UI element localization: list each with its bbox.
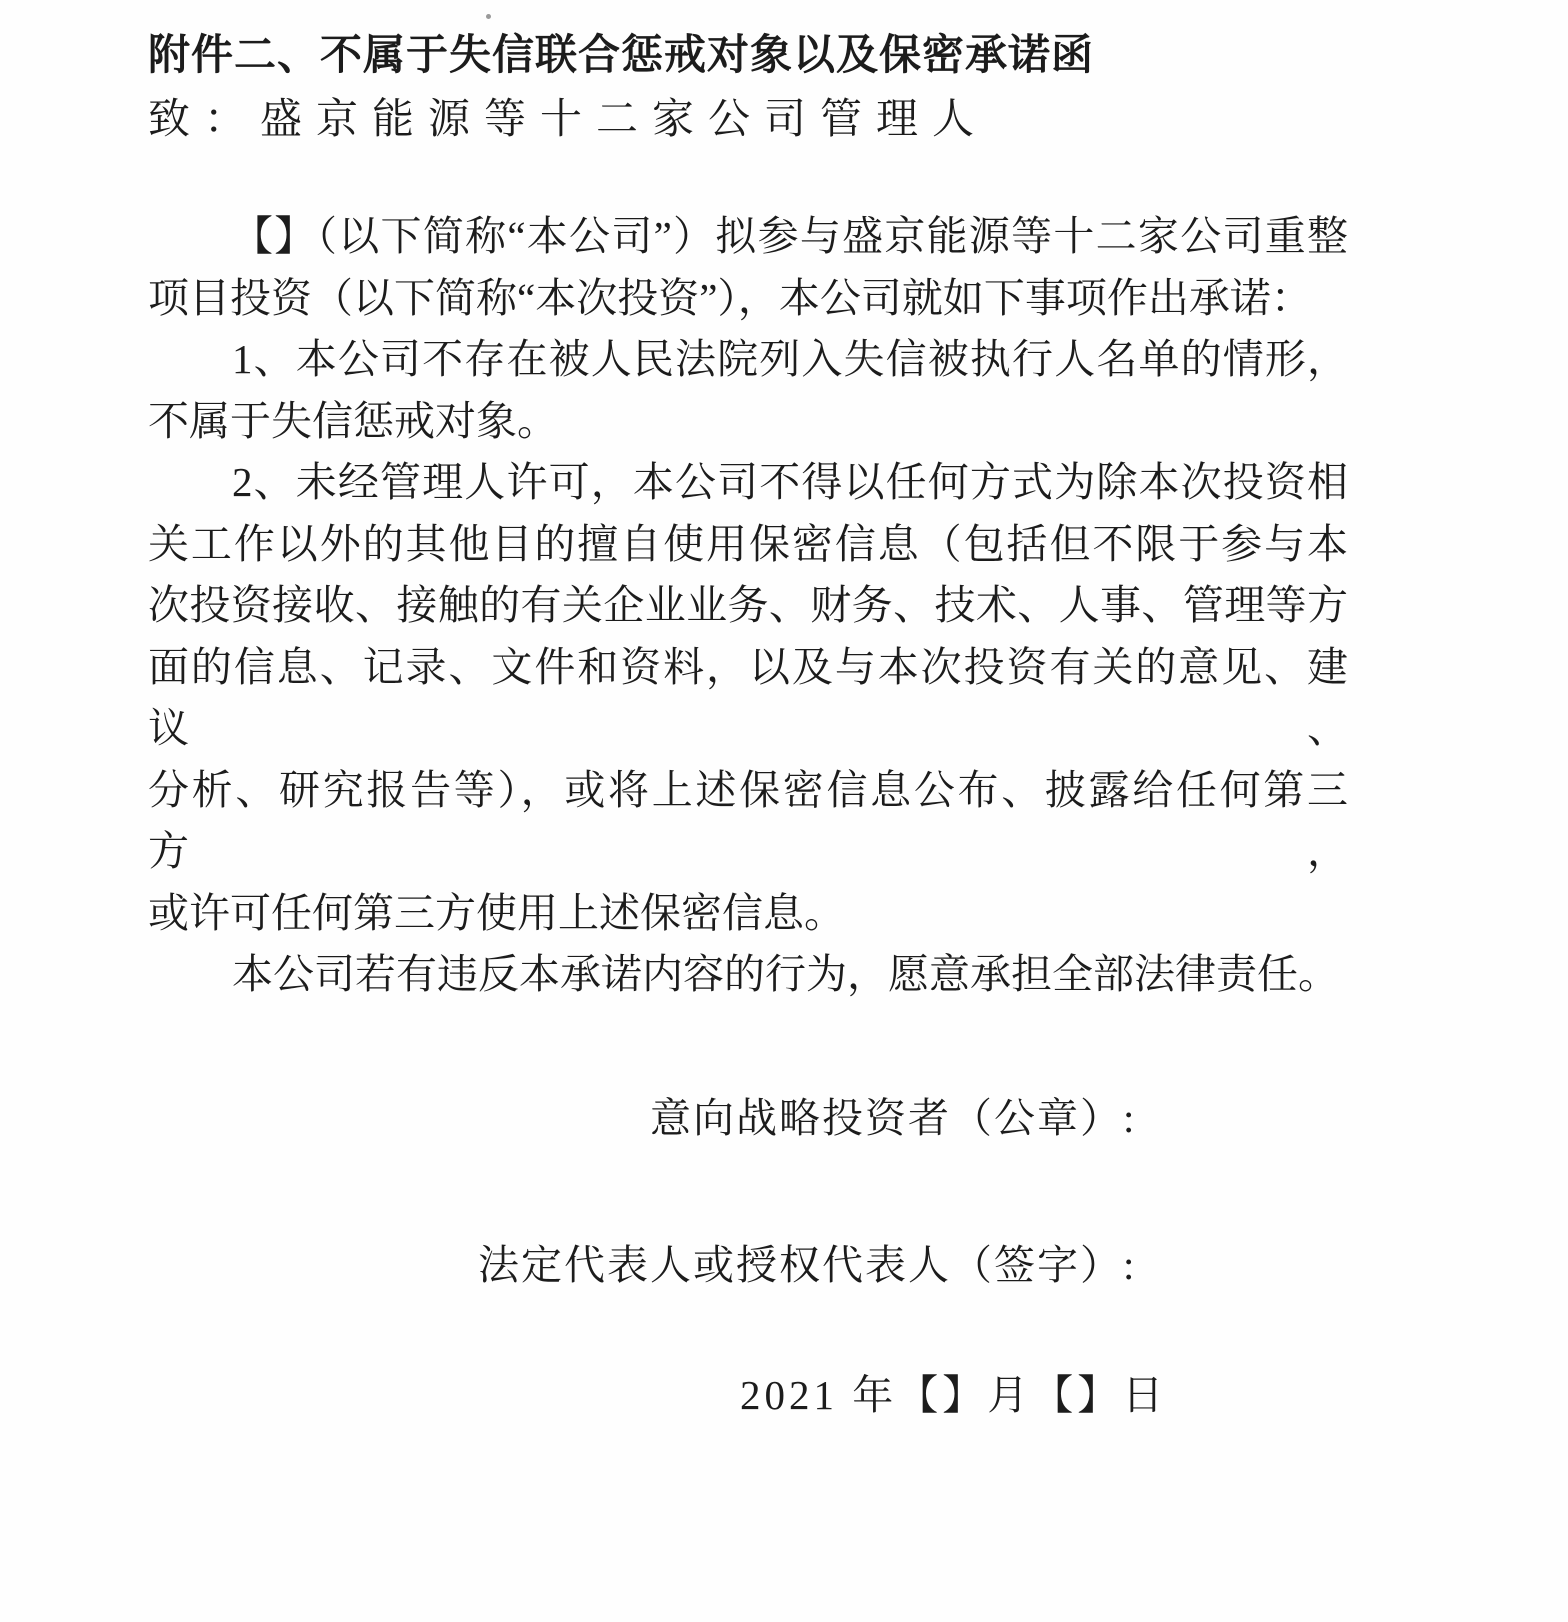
body-line-item1-2: 不属于失信惩戒对象。 [148, 397, 558, 444]
body-line-item2-1: 2、未经管理人许可，本公司不得以任何方式为除本次投资相 [232, 459, 1348, 505]
body-line-liability: 本公司若有违反本承诺内容的行为，愿意承担全部法律责任。 [232, 951, 1339, 997]
body-line-item2-4: 面的信息、记录、文件和资料，以及与本次投资有关的意见、建议、 [148, 643, 1348, 751]
body-line-item2-3: 次投资接收、接触的有关企业业务、财务、技术、人事、管理等方 [148, 582, 1348, 628]
document-body [148, 206, 1348, 1006]
document-title: 附件二、不属于失信联合惩戒对象以及保密承诺函 [148, 33, 1095, 79]
representative-signature-line: 法定代表人或授权代表人（签字）: [478, 1242, 1137, 1288]
body-line-intro-2: 项目投资（以下简称“本次投资”），本公司就如下事项作出承诺： [148, 274, 1312, 321]
scan-artifact-dot [486, 14, 491, 19]
date-line: 2021 年【】月【】日 [740, 1372, 1168, 1418]
addressee-line: 致：盛京能源等十二家公司管理人 [148, 97, 989, 143]
body-line-item1-1: 1、本公司不存在被人民法院列入失信被执行人名单的情形， [232, 336, 1348, 382]
body-line-intro-1: 【】（以下简称“本公司”）拟参与盛京能源等十二家公司重整 [232, 213, 1348, 259]
investor-seal-line: 意向战略投资者（公章）: [650, 1095, 1137, 1141]
body-line-item2-6: 或许可任何第三方使用上述保密信息。 [148, 889, 845, 936]
body-line-item2-5: 分析、研究报告等），或将上述保密信息公布、披露给任何第三方， [148, 766, 1348, 874]
body-line-item2-2: 关工作以外的其他目的擅自使用保密信息（包括但不限于参与本 [148, 520, 1348, 567]
